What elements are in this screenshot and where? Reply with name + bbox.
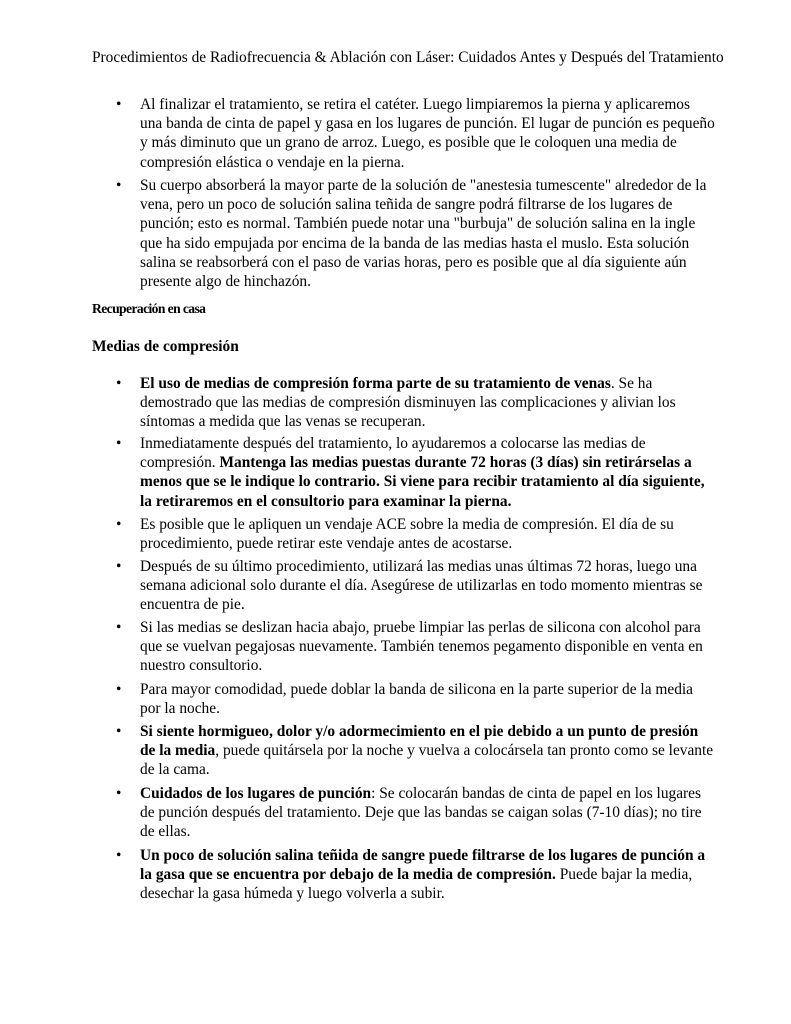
- list-item-text: . Se ha demostrado que las medias de compresión disminuyen las complicaciones y alivian los síntomas a medida que las venas se recuperan.: [140, 375, 676, 431]
- list-item-bold: El uso de medias de compresión forma parte de su tratamiento de venas: [140, 375, 611, 392]
- list-item-text: Para mayor comodidad, puede doblar la banda de silicona en la parte superior de la media por la noche.: [140, 681, 693, 718]
- list-item-text: , puede quitársela por la noche y vuelva a colocársela tan pronto como se levante de la cama.: [140, 742, 714, 779]
- list-item-text: Es posible que le apliquen un vendaje ACE sobre la media de compresión. El día de su procedimiento, puede retirar este vendaje antes de acostarse.: [140, 516, 674, 553]
- list-item: [140, 374, 715, 432]
- list-item: [140, 434, 715, 511]
- list-item-text: Su cuerpo absorberá la mayor parte de la solución de "anestesia tumescente" alrededor de la vena, pero un poco de solución salina teñida de sangre podrá filtrarse de los lugares de punción; esto es normal. También puede notar una "burbuja" de solución salina en la ingle que ha sido empujada por encima de la banda de las medias hasta el muslo. Esta solución salina se reabsorberá con el paso de varias horas, pero es posible que al día siguiente aún presente algo de hinchazón.: [140, 177, 707, 291]
- list-item: [140, 784, 715, 842]
- list-item-bold: Cuidados de los lugares de punción: [140, 785, 372, 802]
- recovery-heading: Recuperación en casa: [92, 301, 206, 316]
- list-item-bold: Si siente hormigueo, dolor y/o adormecimiento en el pie debido a un punto de presión de la media: [140, 723, 699, 760]
- list-item: [140, 557, 715, 615]
- list-item-text: Inmediatamente después del tratamiento, lo ayudaremos a colocarse las medias de compresión.: [140, 435, 646, 472]
- list-item: [140, 722, 715, 780]
- list-item-bold: Mantenga las medias puestas durante 72 horas (3 días) sin retirárselas a menos que se le indique lo contrario. Si viene para recibir tratamiento al día siguiente, la retiraremos en el consultorio para examinar la pierna.: [140, 454, 705, 510]
- list-item: [140, 846, 715, 904]
- list-item-text: Al finalizar el tratamiento, se retira el catéter. Luego limpiaremos la pierna y aplicaremos una banda de cinta de papel y gasa en los lugares de punción. El lugar de punción es pequeño y más diminuto que un grano de arroz. Luego, es posible que le coloquen una media de compresión elástica o vendaje en la pierna.: [140, 96, 715, 171]
- list-item: [140, 176, 715, 291]
- list-item: [140, 618, 715, 676]
- list-item: [140, 680, 715, 718]
- document-title: Procedimientos de Radiofrecuencia & Ablación con Láser: Cuidados Antes y Después del Tratamiento: [92, 49, 724, 66]
- list-item: [140, 95, 715, 172]
- stockings-heading: Medias de compresión: [92, 338, 239, 355]
- list-item-text: Puede bajar la media, desechar la gasa húmeda y luego volverla a subir.: [140, 866, 693, 903]
- list-item: [140, 515, 715, 553]
- list-item-text: : Se colocarán bandas de cinta de papel en los lugares de punción después del tratamiento. Deje que las bandas se caigan solas (7-10 días); no tire de ellas.: [140, 785, 702, 841]
- list-item-bold: Un poco de solución salina teñida de sangre puede filtrarse de los lugares de punción a la gasa que se encuentra por debajo de la media de compresión.: [140, 847, 706, 884]
- list-item-text: Si las medias se deslizan hacia abajo, pruebe limpiar las perlas de silicona con alcohol para que se vuelvan pegajosas nuevamente. También tenemos pegamento disponible en venta en nuestro consultorio.: [140, 619, 703, 675]
- list-item-text: Después de su último procedimiento, utilizará las medias unas últimas 72 horas, luego una semana adicional solo durante el día. Asegúrese de utilizarlas en todo momento mientras se encuentra de pie.: [140, 558, 703, 614]
